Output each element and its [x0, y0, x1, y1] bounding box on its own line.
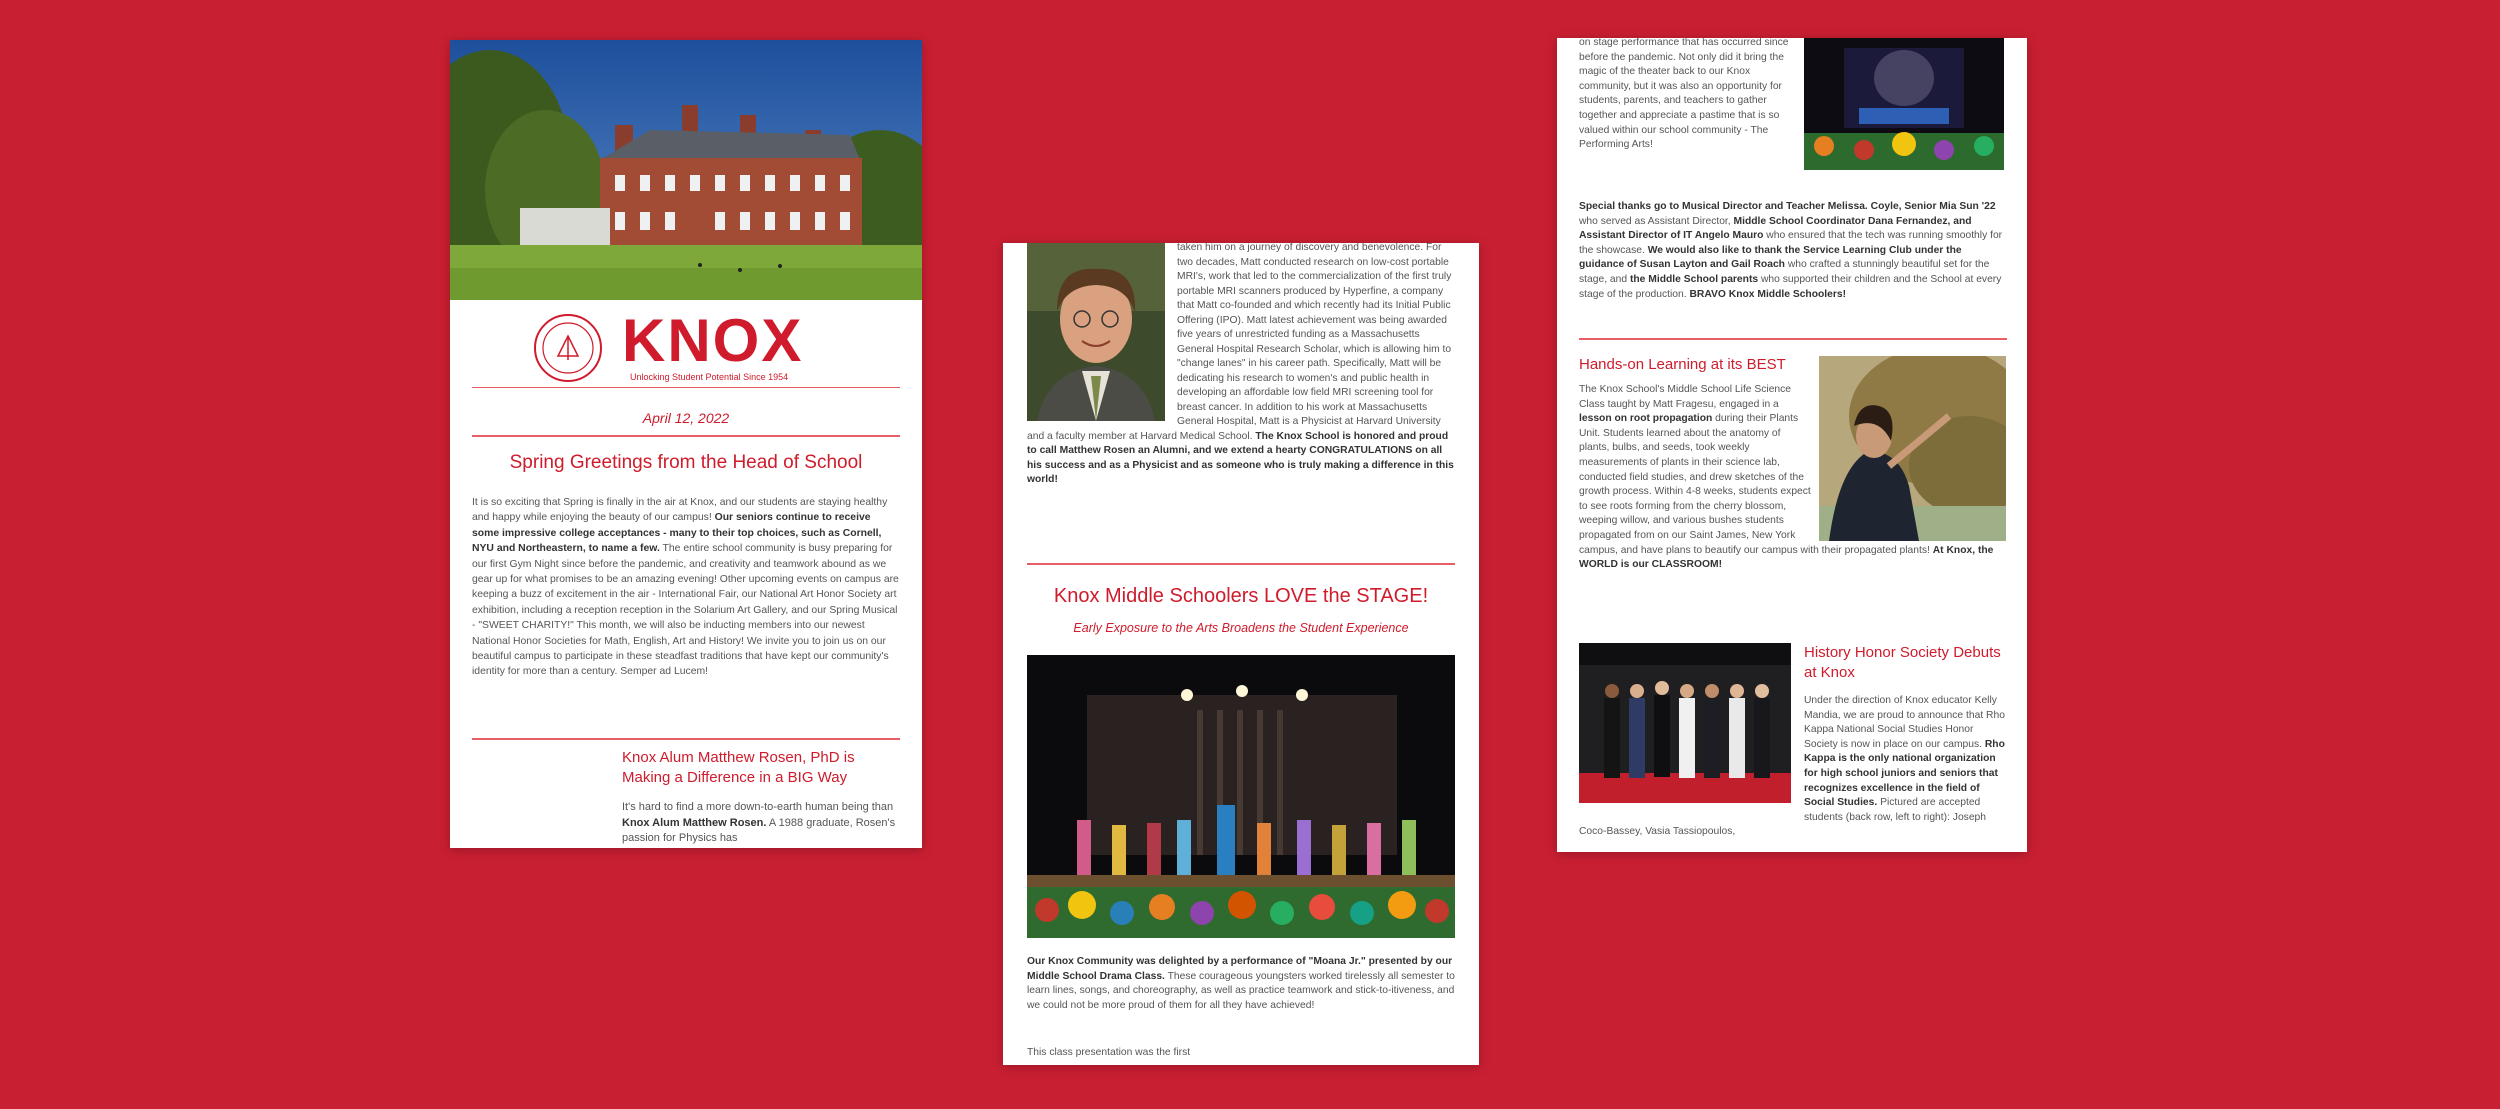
history-honor-body: Under the direction of Knox educator Kelly Mandia, we are proud to announce that Rho Kappa National Social Studies Honor Society is now in place on our campus. Rho Kappa is the only national organization for high school juniors and seniors that recognizes excellence in the field of Social Studies. Pictured are accepted students (back row, left to right): Joseph Coco-Bassey, Vasia Tassiopoulos, — [1579, 695, 2005, 838]
alum-article-intro: It's hard to find a more down-to-earth human being than Knox Alum Matthew Rosen. A 1988 graduate, Rosen's passion for Physics has — [622, 801, 896, 845]
wordmark: KNOX — [622, 307, 804, 374]
divider — [1579, 338, 2007, 340]
stage-article-continued: This class presentation was the first — [1027, 1047, 1191, 1058]
history-honor-title: History Honor Society Debuts at Knox — [1804, 644, 2001, 681]
stage-article-title: Knox Middle Schoolers LOVE the STAGE! — [1053, 585, 1429, 607]
stage-performance-photo — [1027, 655, 1455, 938]
stage-article-end: on stage performance that has occurred since before the pandemic. Not only did it bring the magic of the theater back to our Knox community, but it was also an opportunity for students, parents, and teachers to gather together and appreciate a pastime that is so valued within our school community - The Performing Arts! — [1579, 38, 1789, 151]
divider — [472, 738, 900, 740]
newsletter-page-1 — [450, 40, 922, 848]
campus-mansion-photo — [450, 40, 922, 300]
hands-on-body: The Knox School's Middle School Life Science Class taught by Matt Fragesu, engaged in a lesson on root propagation during their Plants Unit. Students learned about the anatomy of plants, bulbs, and seeds, took weekly measurements of plants in their science lab, conducted field studies, and drew sketches of the growth process. Within 4-8 weeks, students expect to see roots forming from the cherry blossom, weeping willow, and various bushes students propagated from on our Saint James, New York campus, and have plans to beautify our campus with their propagated plants! At Knox, the WORLD is our CLASSROOM! — [1579, 384, 1994, 571]
alum-article-title: Knox Alum Matthew Rosen, PhD is Making a Difference in a BIG Way — [622, 749, 855, 786]
newsletter-page-2 — [1003, 243, 1479, 1065]
head-of-school-letter: It is so exciting that Spring is finally in the air at Knox, and our students are staying healthy and happy while enjoying the beauty of our campus! Our seniors continue to receive some impressive college acceptances - many to their top choices, such as Cornell, NYU and Northeastern, to name a few. The entire school community is busy preparing for our first Gym Night since before the pandemic, and creativity and teamwork abound as we gear up for what promises to be an amazing evening! Other upcoming events on campus are keeping a buzz of excitement in the air - International Fair, our National Art Honor Society art exhibition, including a reception reception in the Solarium Art Gallery, and our Spring Musical - "SWEET CHARITY!" This month, we will also be inducting members into our newest National Honor Societies for Math, English, Art and History! We invite you to join us on our beautiful campus to participate in these steadfast traditions that have kept our community's identity for more than a century. Semper ad Lucem! — [472, 497, 899, 678]
tagline: Unlocking Student Potential Since 1954 — [630, 372, 789, 382]
matthew-rosen-portrait — [1027, 243, 1165, 421]
school-seal-icon — [532, 312, 604, 384]
newsletter-page-3 — [1557, 38, 2027, 852]
article-title: Spring Greetings from the Head of School — [509, 452, 863, 473]
knox-logo — [532, 307, 852, 390]
alum-article-body: taken him on a journey of discovery and benevolence. For two decades, Matt conducted research on low-cost portable MRI's, work that led to the commercialization of the first truly portable MRI scanners produced by Hyperfine, a company that Matt co-founded and which recently had its Initial Public Offering (IPO). Matt latest achievement was being awarded five years of unrestricted funding as a Massachusetts General Hospital Research Scholar, which is allowing him to "change lanes" in his career path. Specifically, Matt will be dedicating his research to women's and public health in developing an affordable low field MRI screening tool for breast cancer. In addition to his work at Massachusetts General Hospital, Matt is a Physicist at Harvard University and a faculty member at Harvard Medical School. The Knox School is honored and proud to call Matthew Rosen an Alumni, and we extend a hearty CONGRATULATIONS on all his success and as a Physicist and as someone who is truly making a difference in this world! — [1027, 243, 1454, 486]
divider — [1027, 563, 1455, 565]
hands-on-title: Hands-on Learning at its BEST — [1579, 356, 1786, 373]
issue-date: April 12, 2022 — [642, 410, 730, 426]
stage-article-body: Our Knox Community was delighted by a performance of "Moana Jr." presented by our Middle School Drama Class. These courageous youngsters worked tirelessly all semester to learn lines, songs, and choreography, as well as practice teamwork and stick-to-itiveness, and we could not be more proud of them for all they have achieved! — [1027, 956, 1455, 1011]
special-thanks: Special thanks go to Musical Director and Teacher Melissa. Coyle, Senior Mia Sun '22 who served as Assistant Director, Middle School Coordinator Dana Fernandez, and Assistant Director of IT Angelo Mauro who ensured that the tech was running smoothly for the showcase. We would also like to thank the Service Learning Club under the guidance of Susan Layton and Gail Roach who crafted a stunningly beautiful set for the stage, and the Middle School parents who supported their children and the School at every stage of the production. BRAVO Knox Middle Schoolers! — [1579, 201, 2003, 300]
divider — [472, 435, 900, 437]
stage-article-subtitle: Early Exposure to the Arts Broadens the Student Experience — [1073, 621, 1409, 635]
stage-closeup-photo — [1804, 38, 2004, 170]
divider — [472, 387, 900, 388]
